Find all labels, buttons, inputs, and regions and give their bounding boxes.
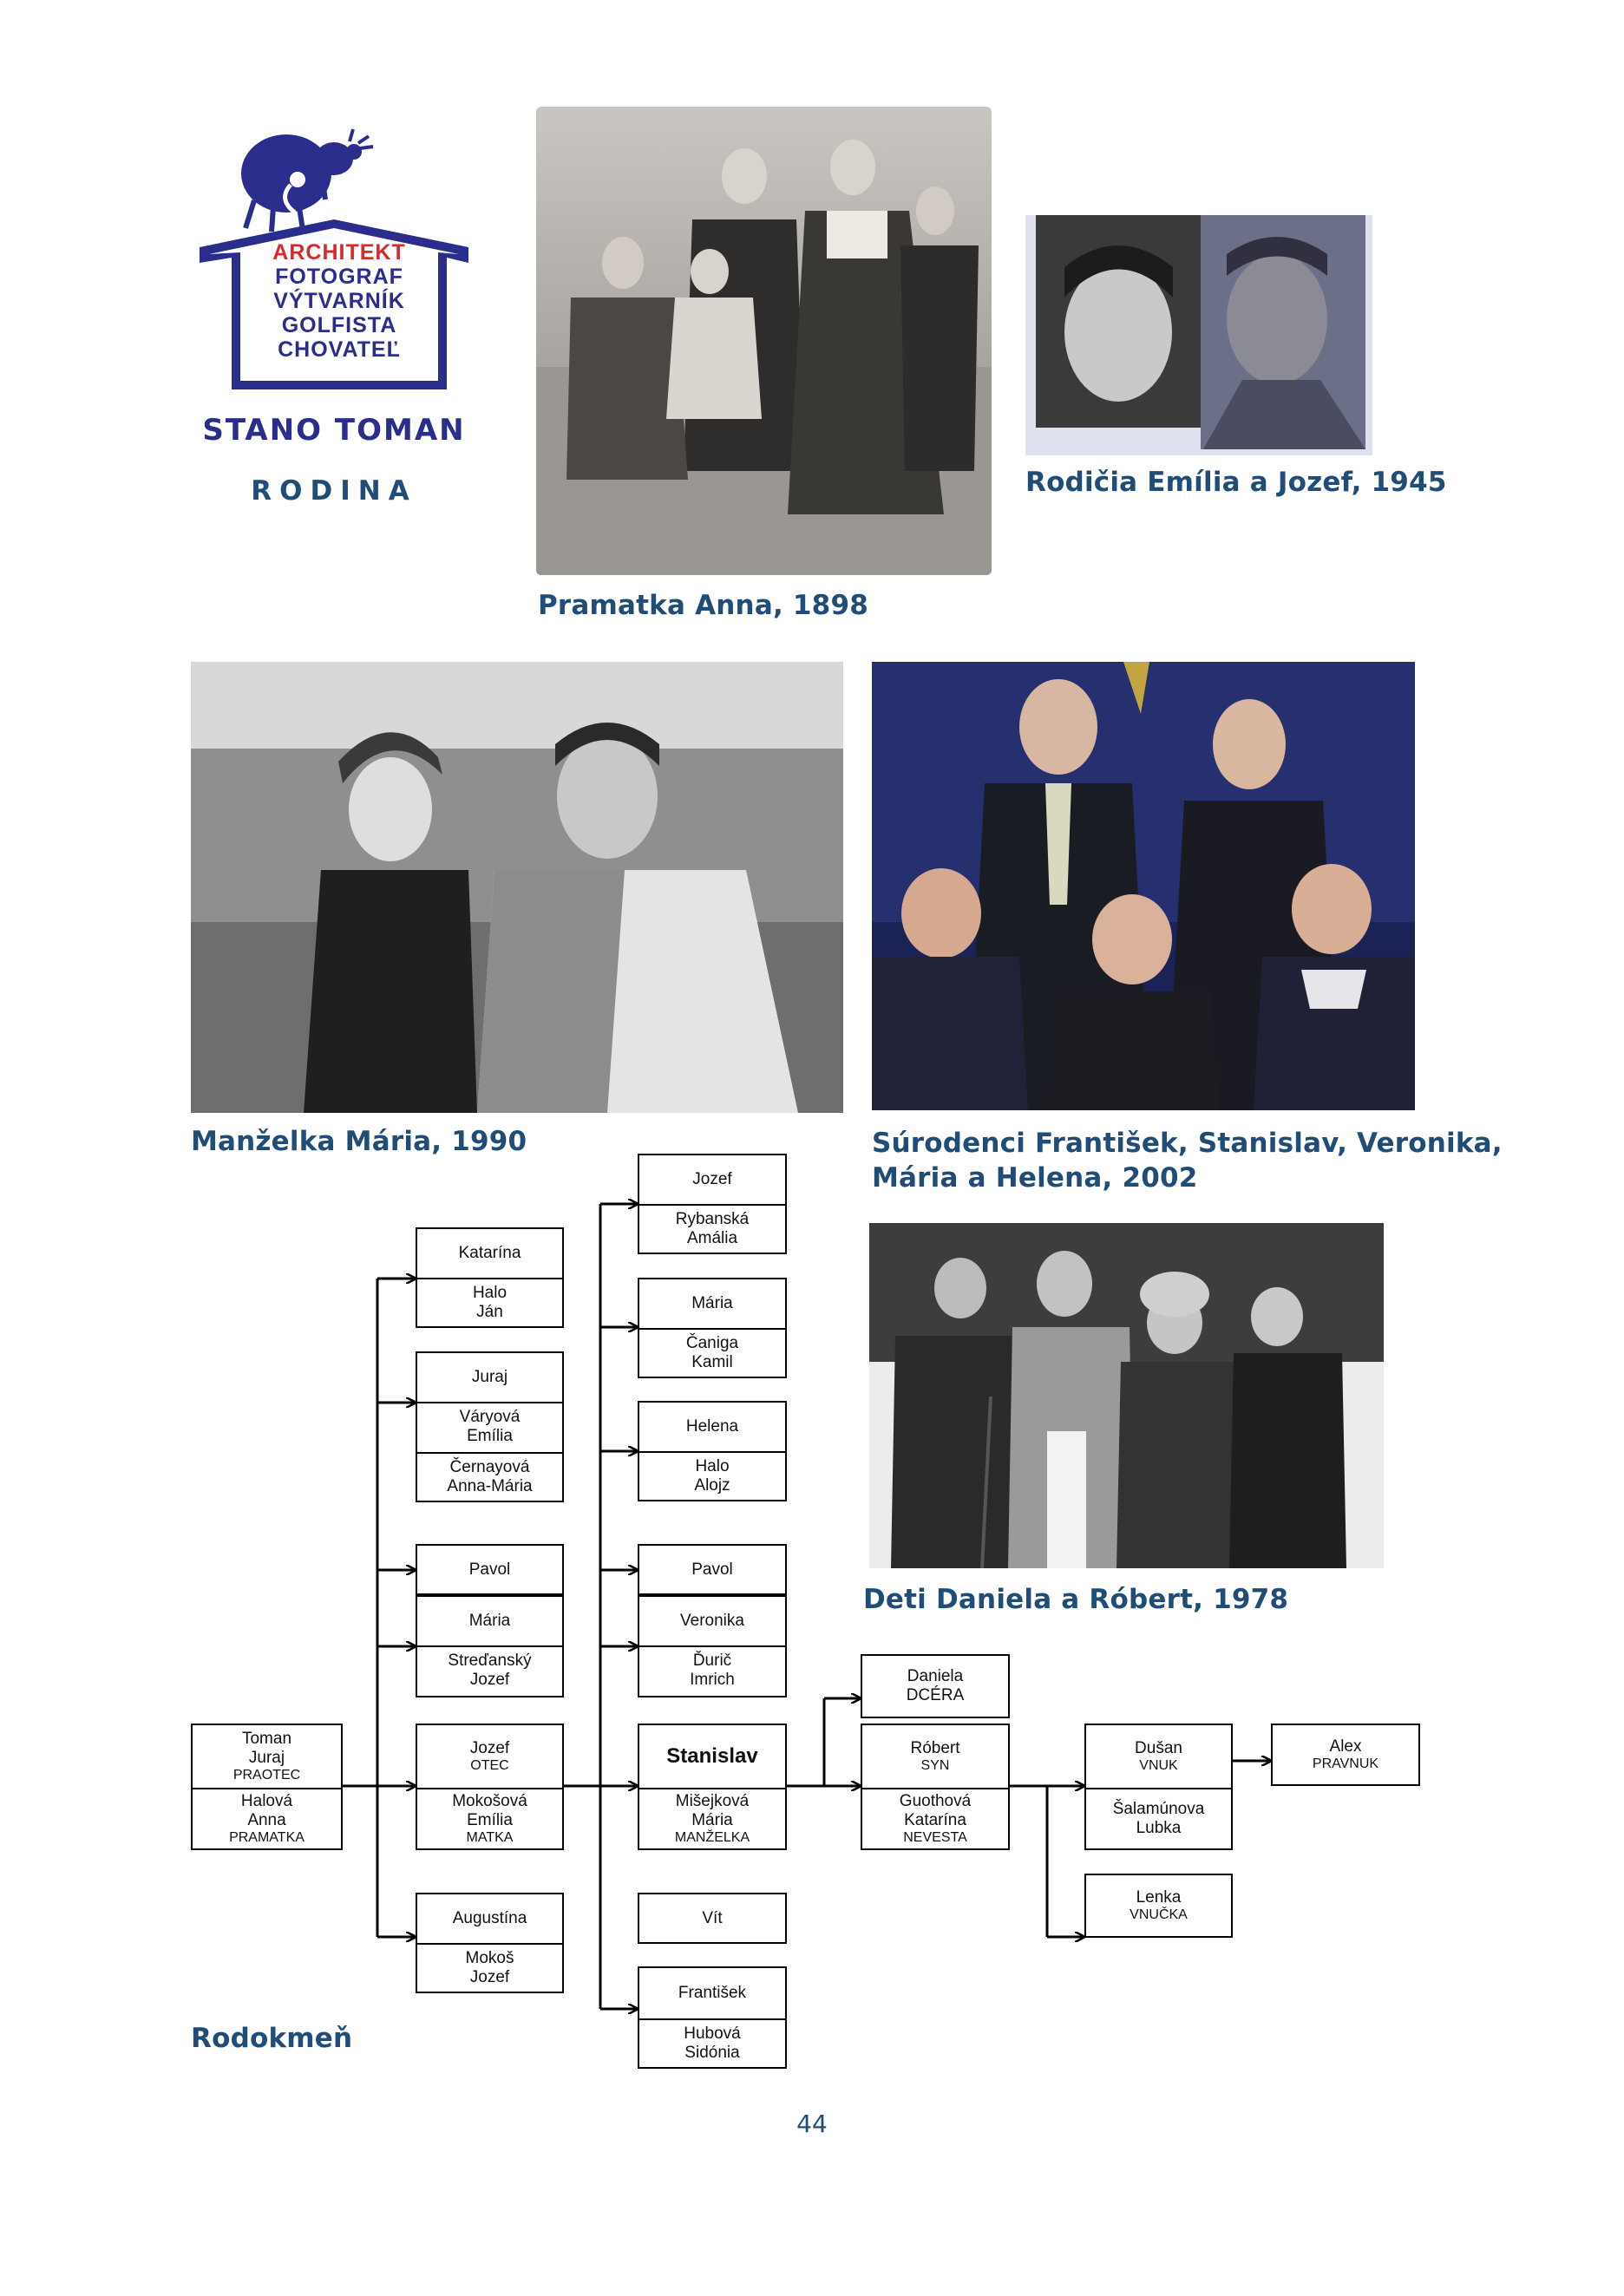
juraj-name: Juraj	[471, 1368, 508, 1386]
varyova-name: Emília	[467, 1427, 513, 1445]
tree-box-robert	[861, 1724, 1010, 1850]
tree-box-daniela	[861, 1654, 1010, 1718]
tree-box-maria-1	[416, 1595, 564, 1697]
tree-box-juraj	[416, 1351, 564, 1502]
tree-box-alex	[1271, 1724, 1420, 1786]
robert-role: SYN	[920, 1758, 950, 1773]
dusan-role: VNUK	[1139, 1758, 1178, 1773]
nevesta-surname: Guothová	[899, 1792, 972, 1810]
pavol-1-name: Pavol	[468, 1560, 511, 1579]
author-name: STANO TOMAN	[202, 413, 466, 448]
tree-box-pavol-2	[638, 1544, 787, 1595]
tree-box-frantisek	[638, 1966, 787, 2069]
family-tree-title: Rodokmeň	[191, 2023, 353, 2054]
cernayova-surname: Černayová	[449, 1458, 530, 1476]
matka-name: Emília	[467, 1811, 513, 1829]
stredansky-surname: Streďanský	[448, 1652, 532, 1670]
pramatka-name: Anna	[247, 1811, 286, 1829]
tree-box-katarina	[416, 1227, 564, 1328]
logo-line-fotograf: FOTOGRAF	[275, 265, 403, 289]
pramatka-cell	[193, 1788, 341, 1850]
stanislav-name: Stanislav	[666, 1744, 758, 1768]
caption-siblings-line2: Mária a Helena, 2002	[872, 1162, 1198, 1194]
tree-box-veronika	[638, 1595, 787, 1697]
daniela-role: DCÉRA	[906, 1686, 965, 1704]
manzelka-name: Mária	[691, 1811, 733, 1829]
praotec-surname: Toman	[241, 1730, 292, 1748]
caption-children: Deti Daniela a Róbert, 1978	[863, 1584, 1289, 1615]
rybanska-name: Amália	[686, 1229, 738, 1247]
caniga-surname: Čaniga	[685, 1334, 739, 1352]
pramatka-surname: Halová	[240, 1792, 293, 1810]
tree-box-dusan	[1084, 1724, 1233, 1850]
tree-box-vit	[638, 1893, 787, 1944]
juric-surname: Ďurič	[692, 1652, 732, 1670]
cernayova-name: Anna-Mária	[447, 1477, 533, 1495]
halo-jan-surname: Halo	[472, 1284, 508, 1302]
caption-wife: Manželka Mária, 1990	[191, 1126, 527, 1157]
tree-box-pavol-1	[416, 1544, 564, 1595]
veronika-name: Veronika	[680, 1612, 744, 1630]
mokos-surname: Mokoš	[465, 1949, 514, 1967]
pavol-2-name: Pavol	[691, 1560, 733, 1579]
tree-box-helena	[638, 1401, 787, 1501]
halo-alojz-surname: Halo	[695, 1457, 730, 1475]
katarina-name: Katarína	[458, 1244, 521, 1262]
tree-box-maria-2	[638, 1278, 787, 1378]
juric-name: Imrich	[690, 1671, 735, 1689]
section-title: RODINA	[251, 475, 417, 507]
logo-line-chovatel: CHOVATEĽ	[278, 337, 401, 362]
logo-line-golfista: GOLFISTA	[281, 313, 397, 337]
caption-siblings-line1: Súrodenci František, Stanislav, Veronika,	[872, 1128, 1503, 1159]
manzelka-surname: Mišejková	[675, 1792, 750, 1810]
rybanska-surname: Rybanská	[675, 1210, 750, 1228]
matka-surname: Mokošová	[452, 1792, 527, 1810]
logo-line-vytvarnik: VÝTVARNÍK	[273, 289, 405, 313]
lenka-role: VNUČKA	[1130, 1907, 1188, 1922]
otec-role: OTEC	[470, 1758, 509, 1773]
caption-parents: Rodičia Emília a Jozef, 1945	[1025, 467, 1447, 498]
varyova-surname: Váryová	[459, 1408, 521, 1426]
logo-line-architekt: ARCHITEKT	[272, 240, 406, 265]
tree-box-parents	[416, 1724, 564, 1850]
hubova-surname: Hubová	[684, 2025, 741, 2043]
daniela-name: Daniela	[907, 1667, 964, 1685]
stredansky-name: Jozef	[469, 1671, 510, 1689]
dusan-name: Dušan	[1135, 1739, 1182, 1757]
helena-name: Helena	[685, 1417, 739, 1436]
maria-1-name: Mária	[468, 1612, 511, 1630]
praotec-name: Juraj	[248, 1749, 285, 1767]
alex-role: PRAVNUK	[1312, 1756, 1379, 1771]
pramatka-role: PRAMATKA	[229, 1830, 304, 1845]
vit-name: Vít	[702, 1908, 723, 1927]
alex-name: Alex	[1329, 1737, 1362, 1756]
otec-name: Jozef	[469, 1739, 510, 1757]
nevesta-name: Katarína	[904, 1811, 966, 1829]
caption-pramatka-anna: Pramatka Anna, 1898	[538, 590, 868, 621]
tree-box-stanislav	[638, 1724, 787, 1850]
matka-role: MATKA	[466, 1830, 514, 1845]
praotec-role: PRAOTEC	[232, 1768, 301, 1783]
hubova-name: Sidónia	[684, 2044, 740, 2062]
frantisek-name: František	[678, 1984, 747, 2002]
lenka-name: Lenka	[1136, 1888, 1182, 1907]
tree-box-lenka	[1084, 1874, 1233, 1938]
salamunova-surname: Šalamúnova	[1112, 1800, 1205, 1818]
nevesta-role: NEVESTA	[903, 1830, 967, 1845]
halo-jan-name: Ján	[476, 1303, 503, 1321]
jozef-name: Jozef	[692, 1170, 732, 1188]
tree-box-praotec-pramatka	[191, 1724, 343, 1850]
mokos-name: Jozef	[469, 1968, 510, 1986]
manzelka-role: MANŽELKA	[674, 1830, 750, 1845]
augustina-name: Augustína	[452, 1909, 527, 1927]
page-number: 44	[796, 2110, 828, 2138]
caniga-name: Kamil	[691, 1353, 733, 1371]
praotec-cell	[193, 1725, 341, 1788]
maria-2-name: Mária	[691, 1294, 733, 1312]
tree-box-jozef	[638, 1154, 787, 1254]
robert-name: Róbert	[910, 1739, 960, 1757]
salamunova-name: Lubka	[1136, 1819, 1182, 1837]
halo-alojz-name: Alojz	[694, 1476, 730, 1495]
tree-box-augustina	[416, 1893, 564, 1993]
